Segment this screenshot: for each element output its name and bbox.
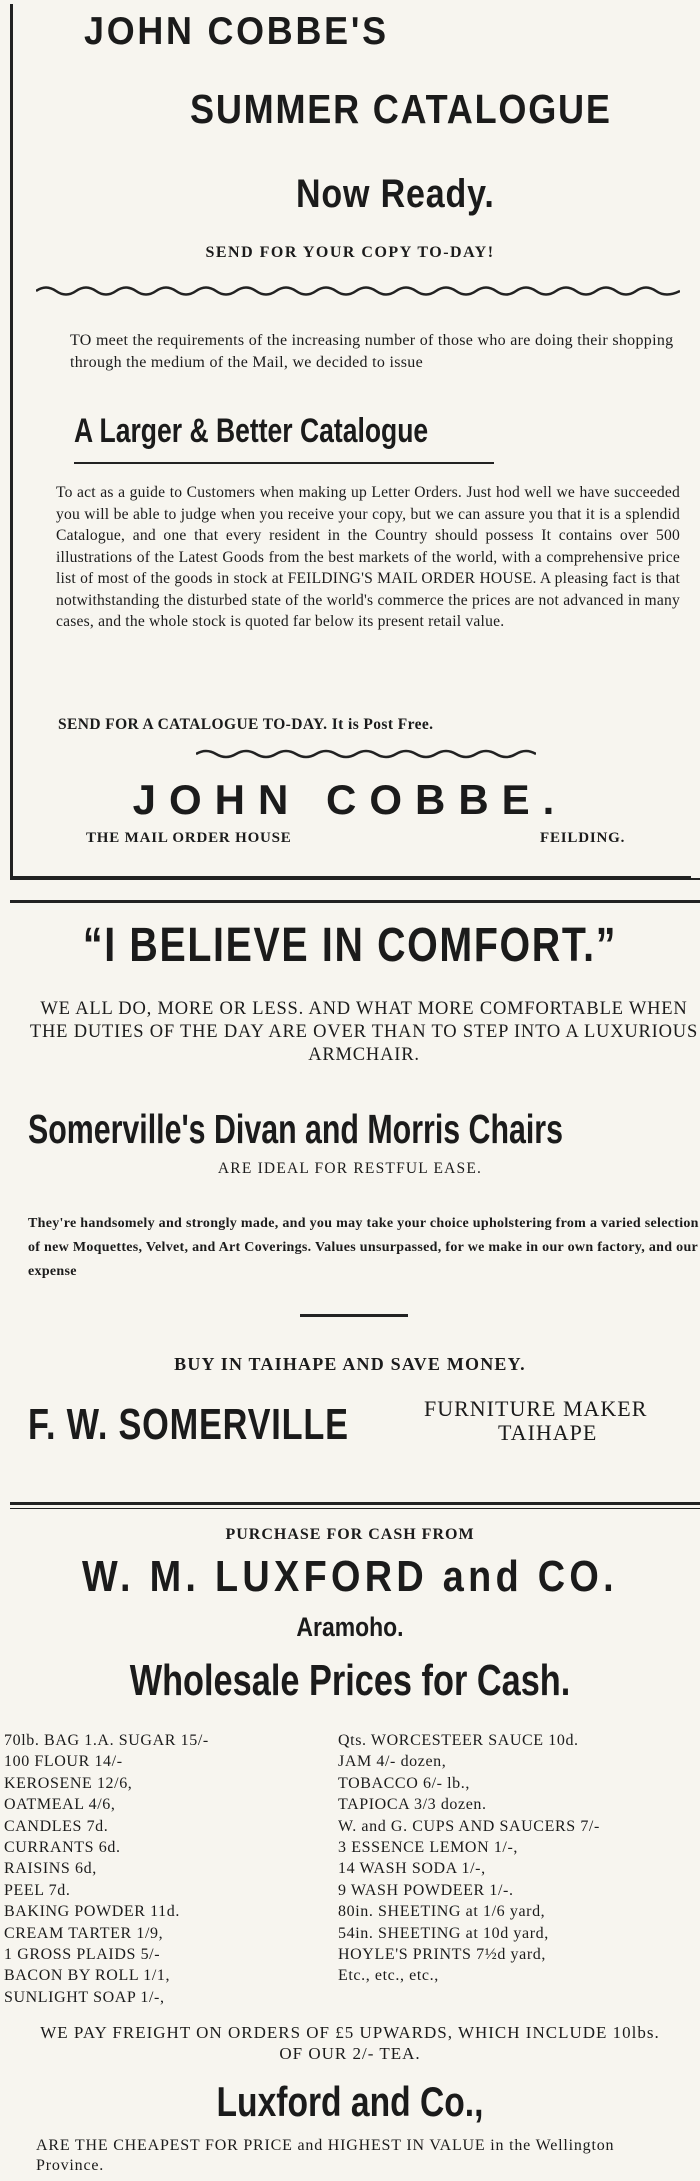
ad2-short-rule bbox=[300, 1314, 408, 1317]
price-list-item: BAKING POWDER 11d. bbox=[4, 1903, 180, 1921]
price-list-item: PEEL 7d. bbox=[4, 1881, 71, 1899]
ad2-name: F. W. SOMERVILLE bbox=[28, 1400, 349, 1449]
ad2-headline: “I BELIEVE IN COMFORT.” bbox=[82, 919, 618, 972]
ad1-subhead: A Larger & Better Catalogue bbox=[74, 412, 429, 450]
ad2-product: Somerville's Divan and Morris Chairs bbox=[28, 1106, 563, 1152]
ad1-line1: JOHN COBBE'S bbox=[84, 10, 389, 53]
price-list-item: W. and G. CUPS AND SAUCERS 7/- bbox=[338, 1817, 600, 1835]
ad1-line3: Now Ready. bbox=[296, 172, 495, 216]
ad3-name: W. M. LUXFORD and CO. bbox=[82, 1552, 618, 1601]
ad3-pre: PURCHASE FOR CASH FROM bbox=[225, 1526, 475, 1543]
price-list-item: 14 WASH SODA 1/-, bbox=[338, 1860, 486, 1878]
price-list-item: OATMEAL 4/6, bbox=[4, 1796, 116, 1814]
price-list-item: HOYLE'S PRINTS 7½d yard, bbox=[338, 1946, 546, 1963]
price-list-item: RAISINS 6d, bbox=[4, 1860, 97, 1878]
ad1-send-catalogue: SEND FOR A CATALOGUE TO-DAY. It is Post Free. bbox=[58, 716, 434, 733]
ad1-intro: TO meet the requirements of the increasing number of those who are doing their shopping through the medium of the Mail, we decided to issue bbox=[70, 332, 674, 371]
ad1-town: FEILDING. bbox=[540, 830, 626, 846]
ad3-town: Aramoho. bbox=[296, 1612, 404, 1642]
price-list-item: 70lb. BAG 1.A. SUGAR 15/- bbox=[4, 1732, 209, 1749]
ad3-freight: WE PAY FREIGHT ON ORDERS OF £5 UPWARDS, WHICH INCLUDE 10lbs. OF OUR 2/- TEA. bbox=[40, 2023, 660, 2063]
price-list-item: 3 ESSENCE LEMON 1/-, bbox=[338, 1839, 518, 1856]
ad1-mail-order-house: THE MAIL ORDER HOUSE bbox=[86, 830, 292, 846]
ad1-subhead-underline bbox=[74, 462, 494, 464]
ad2-buy-local: BUY IN TAIHAPE AND SAVE MONEY. bbox=[174, 1354, 526, 1374]
price-list-item: SUNLIGHT SOAP 1/-, bbox=[4, 1988, 165, 2006]
price-list-item: Etc., etc., etc., bbox=[338, 1967, 439, 1985]
ad1-wavy-divider-1 bbox=[36, 284, 680, 298]
price-list-item: 9 WASH POWDEER 1/-. bbox=[338, 1881, 514, 1899]
ad1-signature: JOHN COBBE. bbox=[132, 776, 568, 823]
ad2-body: They're handsomely and strongly made, and you may take your choice upholstering from a varied selection of new Moquettes, Velvet, and Art Coverings. Values unsurpassed, for we make in our own factory, and our expense bbox=[28, 1216, 699, 1279]
ad1-wavy-divider-2 bbox=[196, 748, 536, 760]
ad1-bottom-rule bbox=[10, 878, 700, 880]
price-list-item: TAPIOCA 3/3 dozen. bbox=[338, 1796, 487, 1814]
price-list-item: CREAM TARTER 1/9, bbox=[4, 1924, 164, 1942]
ad1-line2: SUMMER CATALOGUE bbox=[190, 86, 612, 132]
ad2-intro: WE ALL DO, MORE OR LESS. AND WHAT MORE COMFORTABLE WHEN THE DUTIES OF THE DAY ARE OVER THAN TO STEP INTO A LUXURIOUS ARMCHAIR. bbox=[29, 999, 699, 1065]
ad3-footer: ARE THE CHEAPEST FOR PRICE and HIGHEST IN VALUE in the Wellington Province. bbox=[36, 2137, 615, 2174]
price-list-item: JAM 4/- dozen, bbox=[338, 1753, 447, 1771]
price-list-item: CURRANTS 6d. bbox=[4, 1839, 121, 1856]
ad1-body: To act as a guide to Customers when making up Letter Orders. Just hod well we have succeeded you will be able to judge when you receive your copy, but we can assure you that it is a splendid Catalogue, and one that every resident in the Country should possess It contains over 500 illustrations of the Latest Goods from the best markets of the world, with a comprehensive price list of most of the goods in stock at FEILDING'S MAIL ORDER HOUSE. A pleasing fact is that notwithstanding the disturbed state of the world's commerce the prices are not advanced in many cases, and the whole stock is quoted far below its present retail value. bbox=[56, 484, 680, 630]
price-list-item: 54in. SHEETING at 10d yard, bbox=[338, 1924, 549, 1942]
ad3-headline: Wholesale Prices for Cash. bbox=[129, 1656, 571, 1705]
price-list-item: 1 GROSS PLAIDS 5/- bbox=[4, 1946, 161, 1963]
price-list-item: TOBACCO 6/- lb., bbox=[338, 1774, 470, 1792]
price-list-item: Qts. WORCESTEER SAUCE 10d. bbox=[338, 1732, 579, 1749]
price-list-item: CANDLES 7d. bbox=[4, 1817, 109, 1835]
ad2-trade: FURNITURE MAKER bbox=[424, 1396, 648, 1421]
ad2-trade-town: TAIHAPE bbox=[498, 1420, 598, 1445]
ad2-top-rule bbox=[10, 900, 700, 903]
price-list-item: KEROSENE 12/6, bbox=[4, 1774, 133, 1792]
ad1-send-copy: SEND FOR YOUR COPY TO-DAY! bbox=[205, 244, 495, 261]
price-list-item: BACON BY ROLL 1/1, bbox=[4, 1967, 171, 1985]
ad3-signature: Luxford and Co., bbox=[216, 2078, 484, 2125]
price-list-item: 80in. SHEETING at 1/6 yard, bbox=[338, 1903, 546, 1921]
price-list-item: 100 FLOUR 14/- bbox=[4, 1753, 123, 1771]
ad3-top-rule-2 bbox=[10, 1508, 700, 1509]
ad2-tagline: ARE IDEAL FOR RESTFUL EASE. bbox=[217, 1160, 483, 1177]
ad3-top-rule-1 bbox=[10, 1502, 700, 1505]
